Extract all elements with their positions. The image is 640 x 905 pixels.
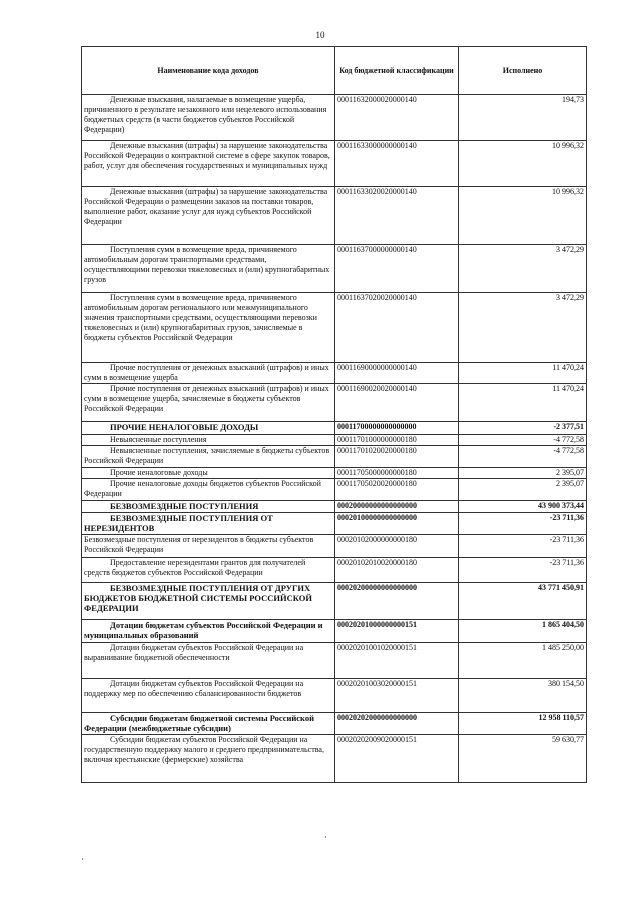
header-value: Исполнено	[459, 47, 587, 95]
row-value: 10 996,32	[459, 141, 587, 187]
row-code: 00011701000000000180	[335, 435, 459, 446]
row-code: 00020201001020000151	[335, 643, 459, 679]
table-row	[82, 558, 587, 583]
table-row	[82, 735, 587, 783]
row-value: 12 958 110,57	[459, 713, 587, 735]
row-name: Поступления сумм в возмещение вреда, причиняемого автомобильным дорогам регионального или межмуниципального значения транспортными средствами, осуществляющими перевозки тяжеловесных и (или) крупногабаритных грузов, зачисляемые в бюджеты субъектов Российской Федерации	[82, 293, 335, 363]
row-name: Невыясненные поступления	[82, 435, 335, 446]
table-row	[82, 363, 587, 384]
row-code: 00020000000000000000	[335, 501, 459, 513]
table-row	[82, 446, 587, 468]
row-code: 00020102000000000180	[335, 535, 459, 558]
row-name: Безвозмездные поступления от нерезидентов в бюджеты субъектов Российской Федерации	[82, 535, 335, 558]
row-value: 194,73	[459, 95, 587, 141]
row-value: -4 772,58	[459, 435, 587, 446]
header-name: Наименование кода доходов	[82, 47, 335, 95]
table-row	[82, 513, 587, 535]
revenue-table	[81, 46, 587, 783]
row-name: Субсидии бюджетам бюджетной системы Российской Федерации (межбюджетные субсидии)	[82, 713, 335, 735]
row-value: 1 485 250,00	[459, 643, 587, 679]
table-row	[82, 468, 587, 479]
row-code: 00011633020020000140	[335, 187, 459, 245]
row-code: 00020102010020000180	[335, 558, 459, 583]
row-code: 00020100000000000000	[335, 513, 459, 535]
table-row	[82, 95, 587, 141]
row-name: Невыясненные поступления, зачисляемые в бюджеты субъектов Российской Федерации	[82, 446, 335, 468]
table-row	[82, 293, 587, 363]
row-code: 00020201003020000151	[335, 679, 459, 713]
row-value: 11 470,24	[459, 363, 587, 384]
table-row	[82, 187, 587, 245]
row-value: 3 472,29	[459, 245, 587, 293]
page-number: 10	[315, 30, 325, 40]
row-name: БЕЗВОЗМЕЗДНЫЕ ПОСТУПЛЕНИЯ ОТ НЕРЕЗИДЕНТОВ	[82, 513, 335, 535]
row-code: 00020202009020000151	[335, 735, 459, 783]
row-name: Прочие неналоговые доходы	[82, 468, 335, 479]
row-value: 11 470,24	[459, 384, 587, 422]
row-name: БЕЗВОЗМЕЗДНЫЕ ПОСТУПЛЕНИЯ ОТ ДРУГИХ БЮДЖЕТОВ БЮДЖЕТНОЙ СИСТЕМЫ РОССИЙСКОЙ ФЕДЕРАЦИИ	[82, 583, 335, 620]
row-code: 00011705020020000180	[335, 479, 459, 501]
row-name: Прочие поступления от денежных взысканий (штрафов) и иных сумм в возмещение ущерба, зачисляемые в бюджеты субъектов Российской Федерации	[82, 384, 335, 422]
table-row	[82, 620, 587, 643]
row-code: 00020202000000000000	[335, 713, 459, 735]
row-name: Предоставление нерезидентами грантов для получателей средств бюджетов субъектов Российской Федерации	[82, 558, 335, 583]
row-code: 00011690000000000140	[335, 363, 459, 384]
row-name: Денежные взыскания (штрафы) за нарушение законодательства Российской Федерации о размещении заказов на поставки товаров, выполнение работ, оказание услуг для нужд субъектов Российской Федерации	[82, 187, 335, 245]
row-name: Субсидии бюджетам субъектов Российской Федерации на государственную поддержку малого и среднего предпринимательства, включая крестьянские (фермерские) хозяйства	[82, 735, 335, 783]
row-name: Поступления сумм в возмещение вреда, причиняемого автомобильным дорогам транспортными средствами, осуществляющими перевозки тяжеловесных и (или) крупногабаритных грузов	[82, 245, 335, 293]
row-value: 10 996,32	[459, 187, 587, 245]
row-value: 380 154,50	[459, 679, 587, 713]
table-row	[82, 501, 587, 513]
row-name: ПРОЧИЕ НЕНАЛОГОВЫЕ ДОХОДЫ	[82, 422, 335, 435]
row-code: 00020200000000000000	[335, 583, 459, 620]
table-row	[82, 643, 587, 679]
row-value: -2 377,51	[459, 422, 587, 435]
row-code: 00011690020020000140	[335, 384, 459, 422]
row-value: 2 395,07	[459, 468, 587, 479]
row-value: 2 395,07	[459, 479, 587, 501]
header-code: Код бюджетной классификации	[335, 47, 459, 95]
row-name: Денежные взыскания (штрафы) за нарушение законодательства Российской Федерации о контрактной системе в сфере закупок товаров, работ, услуг для обеспечения государственных и муниципальных нужд	[82, 141, 335, 187]
scan-speck	[82, 858, 83, 860]
row-name: Прочие неналоговые доходы бюджетов субъектов Российской Федерации	[82, 479, 335, 501]
row-value: 3 472,29	[459, 293, 587, 363]
table-row	[82, 141, 587, 187]
table-row	[82, 583, 587, 620]
row-name: Дотации бюджетам субъектов Российской Федерации на поддержку мер по обеспечению сбалансированности бюджетов	[82, 679, 335, 713]
row-code: 00011700000000000000	[335, 422, 459, 435]
row-value: 59 630,77	[459, 735, 587, 783]
row-name: Дотации бюджетам субъектов Российской Федерации и муниципальных образований	[82, 620, 335, 643]
row-value: -4 772,58	[459, 446, 587, 468]
row-code: 00011632000020000140	[335, 95, 459, 141]
row-code: 00011705000000000180	[335, 468, 459, 479]
row-name: Денежные взыскания, налагаемые в возмещение ущерба, причиненного в результате незаконного или нецелевого использования бюджетных средств (в части бюджетов субъектов Российской Федерации)	[82, 95, 335, 141]
row-name: БЕЗВОЗМЕЗДНЫЕ ПОСТУПЛЕНИЯ	[82, 501, 335, 513]
row-value: -23 711,36	[459, 558, 587, 583]
row-code: 00011637020020000140	[335, 293, 459, 363]
row-name: Прочие поступления от денежных взысканий (штрафов) и иных сумм в возмещение ущерба	[82, 363, 335, 384]
table-row	[82, 479, 587, 501]
table-row	[82, 713, 587, 735]
row-value: -23 711,36	[459, 535, 587, 558]
row-code: 00011701020020000180	[335, 446, 459, 468]
table-row	[82, 535, 587, 558]
table-row	[82, 245, 587, 293]
row-value: 43 900 373,44	[459, 501, 587, 513]
scan-speck	[325, 836, 326, 838]
row-value: 1 865 404,50	[459, 620, 587, 643]
table-row	[82, 679, 587, 713]
row-name: Дотации бюджетам субъектов Российской Федерации на выравнивание бюджетной обеспеченности	[82, 643, 335, 679]
row-code: 00011633000000000140	[335, 141, 459, 187]
table-row	[82, 384, 587, 422]
row-value: -23 711,36	[459, 513, 587, 535]
row-value: 43 771 450,91	[459, 583, 587, 620]
table-row	[82, 422, 587, 435]
row-code: 00020201000000000151	[335, 620, 459, 643]
table-header-row	[82, 47, 587, 95]
table-row	[82, 435, 587, 446]
row-code: 00011637000000000140	[335, 245, 459, 293]
